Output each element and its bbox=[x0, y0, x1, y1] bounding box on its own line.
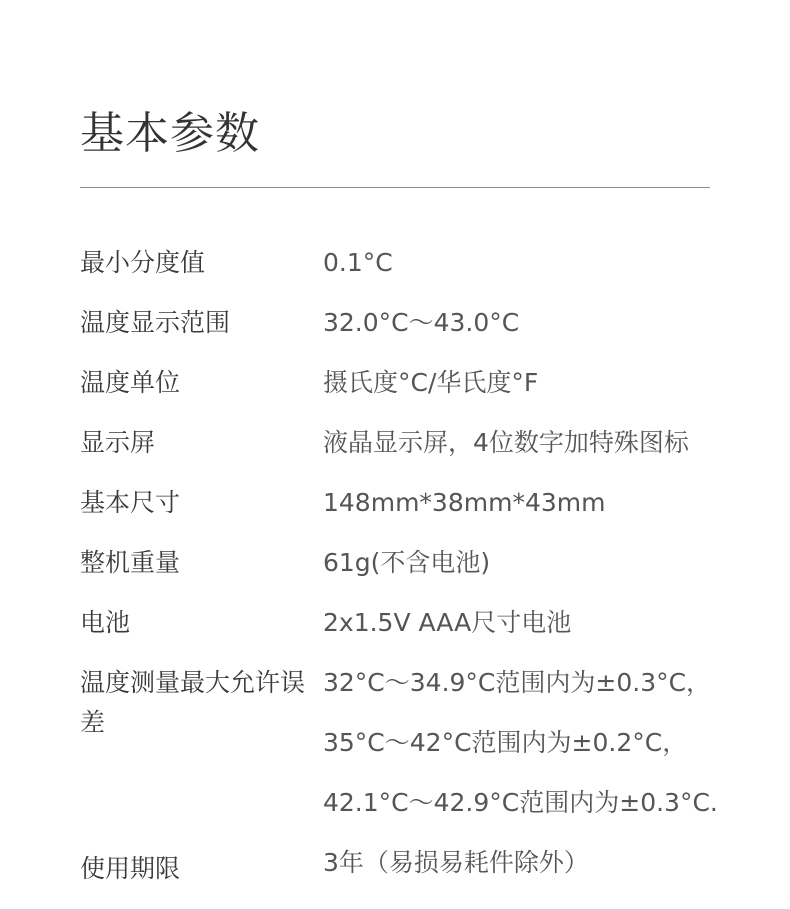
section-title: 基本参数 bbox=[80, 108, 260, 159]
param-value-multiline bbox=[323, 663, 783, 843]
param-value: 摄氏度°C/华氏度°F bbox=[323, 368, 539, 397]
param-value: 3年（易损易耗件除外） bbox=[323, 848, 589, 877]
param-label: 使用期限 bbox=[80, 854, 181, 883]
param-value-line: 35°C～42°C范围内为±0.2°C， bbox=[323, 728, 688, 757]
param-label: 温度单位 bbox=[80, 368, 181, 397]
param-value: 61g(不含电池) bbox=[323, 548, 491, 577]
param-label: 最小分度值 bbox=[80, 248, 206, 277]
param-value: 148mm*38mm*43mm bbox=[323, 488, 606, 517]
param-value: 液晶显示屏，4位数字加特殊图标 bbox=[323, 428, 689, 457]
param-value: 32.0°C～43.0°C bbox=[323, 308, 520, 337]
param-label: 显示屏 bbox=[80, 428, 156, 457]
param-label: 温度测量最大允许误差 bbox=[80, 668, 306, 737]
param-value: 2x1.5V AAA尺寸电池 bbox=[323, 608, 572, 637]
param-label: 温度显示范围 bbox=[80, 308, 231, 337]
param-value: 0.1°C bbox=[323, 248, 393, 277]
param-label: 电池 bbox=[80, 608, 131, 637]
param-value-line: 32°C～34.9°C范围内为±0.3°C， bbox=[323, 668, 712, 697]
param-label: 整机重量 bbox=[80, 548, 181, 577]
param-value-line: 42.1°C～42.9°C范围内为±0.3°C. bbox=[323, 788, 718, 817]
title-divider bbox=[80, 187, 710, 188]
param-label: 基本尺寸 bbox=[80, 488, 181, 517]
